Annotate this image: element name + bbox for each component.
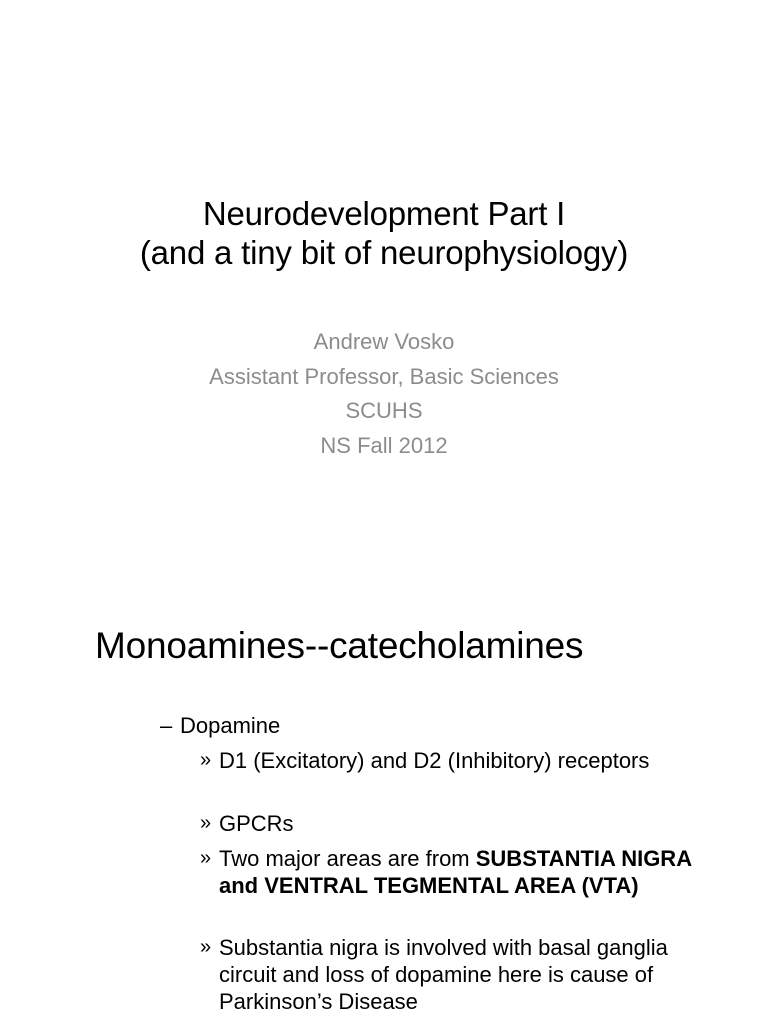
author-name: Andrew Vosko: [313, 329, 455, 354]
title-line-1: Neurodevelopment Part I: [202, 195, 566, 232]
sub-bullet-gpcrs: [200, 810, 730, 837]
slide-title: [0, 194, 768, 272]
institution: SCUHS: [345, 398, 423, 423]
sub-bullet-major-areas: [200, 845, 730, 899]
author-position: Assistant Professor, Basic Sciences: [209, 363, 559, 389]
chevron-marker: »: [200, 936, 212, 958]
bullet-dopamine: [160, 712, 280, 740]
sub-bullet-text-plain: Two major areas are from: [219, 846, 476, 871]
chevron-marker: »: [200, 749, 212, 771]
sub-bullet-text-bold: SUBSTANTIA NIGRA and VENTRAL TEGMENTAL AREA (VTA): [219, 846, 692, 898]
dash-marker: –: [160, 713, 173, 738]
sub-bullet-text: D1 (Excitatory) and D2 (Inhibitory) receptors: [219, 748, 650, 773]
bullet-text: Dopamine: [180, 713, 281, 738]
title-line-2: (and a tiny bit of neurophysiology): [139, 234, 629, 271]
sub-bullet-text: Substantia nigra is involved with basal ganglia circuit and loss of dopamine here is cause of Parkinson’s Disease: [219, 935, 668, 1014]
sub-bullet-substantia-nigra: [200, 934, 730, 1015]
content-slide: [0, 576, 768, 1024]
course-term: NS Fall 2012: [320, 432, 448, 458]
sub-bullet-text: [219, 845, 730, 899]
sub-bullet-text: GPCRs: [219, 811, 294, 836]
chevron-marker: »: [200, 847, 212, 869]
sub-bullet-receptors: [200, 747, 730, 774]
slide-heading: Monoamines--catecholamines: [95, 625, 584, 666]
chevron-marker: »: [200, 812, 212, 834]
slide-subtitle: [0, 325, 768, 463]
